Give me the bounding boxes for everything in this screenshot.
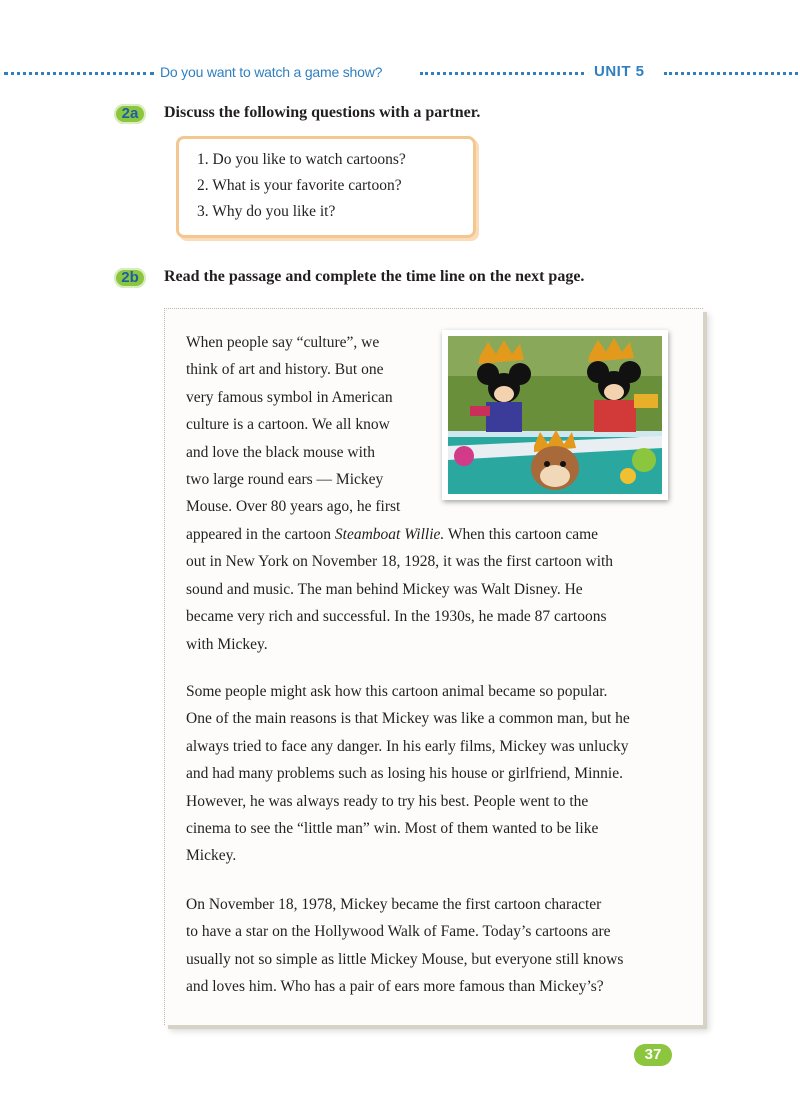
mickey-minnie-parade-photo	[442, 330, 668, 500]
header-dots-right	[664, 72, 798, 75]
paragraph-2	[186, 678, 686, 870]
text-segment: When this cartoon came	[444, 526, 599, 543]
text-line: with Mickey.	[186, 635, 268, 653]
header-unit: UNIT 5	[594, 63, 645, 80]
text-line: Some people might ask how this cartoon animal became so popular.	[186, 683, 608, 700]
text-line: two large round ears — Mickey	[186, 471, 384, 489]
text-line: out in New York on November 18, 1928, it was the first cartoon with	[186, 553, 614, 571]
text-line: always tried to face any danger. In his early films, Mickey was unlucky	[186, 737, 629, 755]
text-line: Mouse. Over 80 years ago, he first	[186, 498, 401, 516]
text-line: to have a star on the Hollywood Walk of Fame. Today’s cartoons are	[186, 923, 611, 941]
page-header	[0, 62, 800, 86]
text-line: sound and music. The man behind Mickey was Walt Disney. He	[186, 580, 583, 598]
text-line: However, he was always ready to try his best. People went to the	[186, 792, 589, 810]
text-line	[186, 521, 686, 548]
text-segment: appeared in the cartoon	[186, 526, 335, 543]
paragraph-1-wrapped	[186, 329, 436, 521]
question-list	[179, 139, 473, 225]
cartoon-title: Steamboat Willie.	[334, 526, 445, 543]
section-2b-instruction: Read the passage and complete the time line on the next page.	[164, 268, 585, 285]
text-line: and had many problems such as losing his house or girlfriend, Minnie.	[186, 765, 623, 783]
header-title: Do you want to watch a game show?	[160, 64, 383, 80]
section-2a-badge: 2a	[114, 104, 146, 124]
text-line: think of art and history. But one	[186, 361, 384, 379]
question-item: 1. Do you like to watch cartoons?	[197, 151, 406, 168]
text-line: very famous symbol in American	[186, 388, 393, 406]
question-item: 2. What is your favorite cartoon?	[197, 177, 402, 194]
question-item: 3. Why do you like it?	[197, 203, 336, 220]
text-line: When people say “culture”, we	[186, 334, 380, 351]
parade-image	[448, 336, 662, 494]
text-line: and loves him. Who has a pair of ears more famous than Mickey’s?	[186, 978, 604, 996]
section-2a-instruction: Discuss the following questions with a partner.	[164, 104, 481, 121]
text-line: One of the main reasons is that Mickey was like a common man, but he	[186, 710, 630, 728]
header-dots-left	[4, 72, 154, 75]
text-line: On November 18, 1978, Mickey became the first cartoon character	[186, 896, 602, 913]
text-line: Mickey.	[186, 847, 237, 865]
question-box	[176, 136, 476, 238]
page-number: 37	[634, 1044, 672, 1066]
text-line: became very rich and successful. In the 1930s, he made 87 cartoons	[186, 608, 607, 626]
paragraph-1-full	[186, 521, 686, 658]
header-dots-middle	[420, 72, 584, 75]
section-2b-badge: 2b	[114, 268, 146, 288]
text-line: culture is a cartoon. We all know	[186, 416, 390, 434]
text-line: and love the black mouse with	[186, 443, 375, 461]
text-line: cinema to see the “little man” win. Most of them wanted to be like	[186, 820, 599, 838]
text-line: usually not so simple as little Mickey Mouse, but everyone still knows	[186, 950, 624, 968]
paragraph-3	[186, 891, 686, 1001]
